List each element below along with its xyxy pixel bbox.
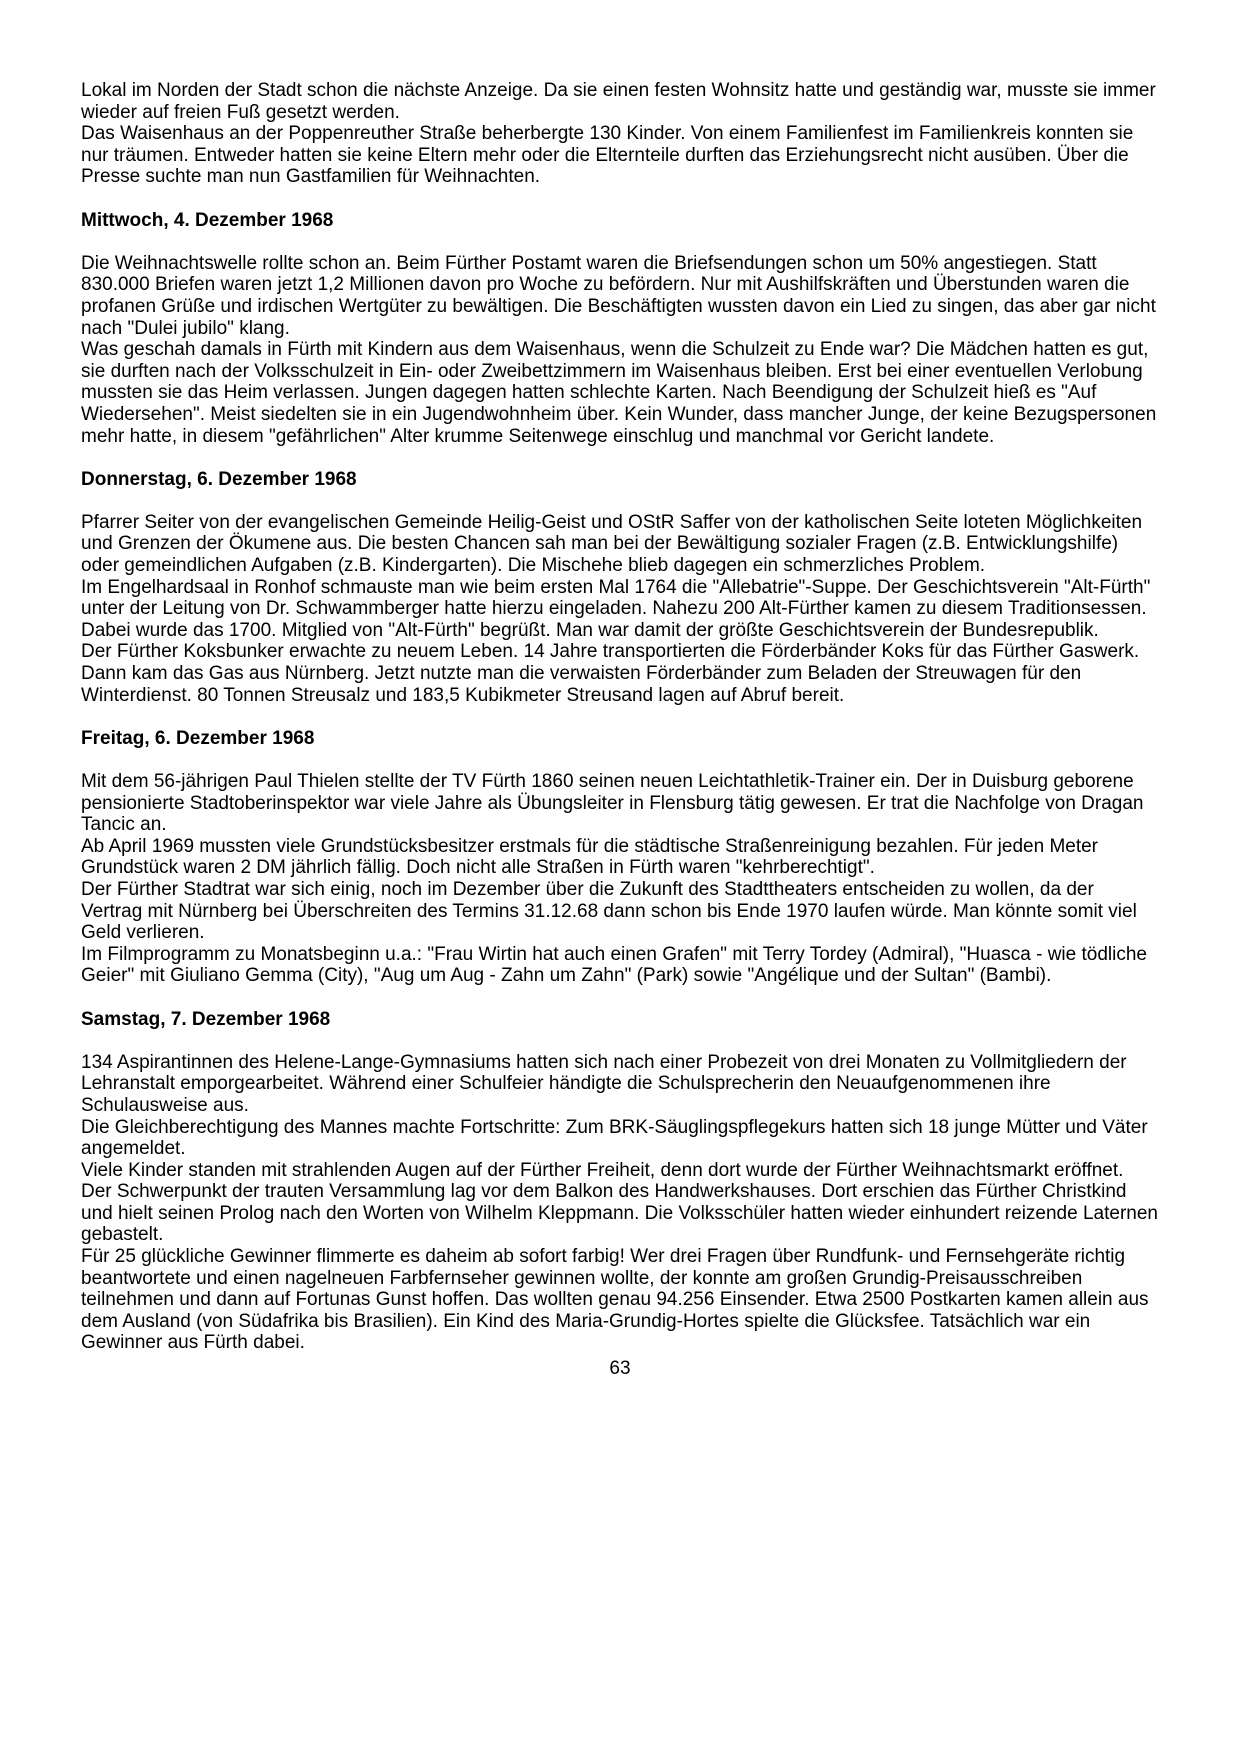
section-heading: Samstag, 7. Dezember 1968 [81, 1008, 331, 1030]
paragraph: Der Fürther Koksbunker erwachte zu neuem Leben. 14 Jahre transportierten die Förderbänder Koks für das Fürther Gaswerk. Dann kam das Gas aus Nürnberg. Jetzt nutzte man die verwaisten Förderbänder zum Beladen der Streuwagen für den Winterdienst. 80 Tonnen Streusalz und 183,5 Kubikmeter Streusand lagen auf Abruf bereit. [81, 641, 1140, 706]
paragraph: 134 Aspirantinnen des Helene-Lange-Gymnasiums hatten sich nach einer Probezeit von drei Monaten zu Vollmitgliedern der Lehranstalt emporgearbeitet. Während einer Schulfeier händigte die Schulsprecherin den Neuaufgenommenen ihre Schulausweise aus. [81, 1051, 1127, 1116]
paragraph: Im Engelhardsaal in Ronhof schmauste man wie beim ersten Mal 1764 die "Allebatrie"-Suppe. Der Geschichtsverein "Alt-Fürth" unter der Leitung von Dr. Schwammberger hatte hierzu eingeladen. Nahezu 200 Alt-Fürther kamen zu diesem Traditionsessen. Dabei wurde das 1700. Mitglied von "Alt-Fürth" begrüßt. Man war damit der größte Geschichtsverein der Bundesrepublik. [81, 576, 1151, 641]
paragraph: Im Filmprogramm zu Monatsbeginn u.a.: "Frau Wirtin hat auch einen Grafen" mit Terry Tordey (Admiral), "Huasca - wie tödliche Geier" mit Giuliano Gemma (City), "Aug um Aug - Zahn um Zahn" (Park) sowie "Angélique und der Sultan" (Bambi). [81, 943, 1147, 987]
paragraph: Viele Kinder standen mit strahlenden Augen auf der Fürther Freiheit, denn dort wurde der Fürther Weihnachtsmarkt eröffnet. Der Schwerpunkt der trauten Versammlung lag vor dem Balkon des Handwerkshauses. Dort erschien das Fürther Christkind und hielt seinen Prolog nach den Worten von Wilhelm Kleppmann. Die Volksschüler hatten wieder einhundert reizende Laternen gebastelt. [81, 1159, 1158, 1246]
paragraph: Ab April 1969 mussten viele Grundstücksbesitzer erstmals für die städtische Straßenreinigung bezahlen. Für jeden Meter Grundstück waren 2 DM jährlich fällig. Doch nicht alle Straßen in Fürth waren "kehrberechtigt". [81, 835, 1099, 879]
paragraph: Pfarrer Seiter von der evangelischen Gemeinde Heilig-Geist und OStR Saffer von der katholischen Seite loteten Möglichkeiten und Grenzen der Ökumene aus. Die besten Chancen sah man bei der Bewältigung sozialer Fragen (z.B. Entwicklungshilfe) oder gemeindlichen Aufgaben (z.B. Kindergarten). Die Mischehe blieb dagegen ein schmerzliches Problem. [81, 511, 1143, 577]
paragraph: Mit dem 56-jährigen Paul Thielen stellte der TV Fürth 1860 seinen neuen Leichtathletik-Trainer ein. Der in Duisburg geborene pensionierte Stadtoberinspektor war viele Jahre als Übungsleiter in Flensburg tätig gewesen. Er trat die Nachfolge von Dragan Tancic an. [81, 771, 1144, 836]
paragraph: Das Waisenhaus an der Poppenreuther Straße beherbergte 130 Kinder. Von einem Familienfest im Familienkreis konnten sie nur träumen. Entweder hatten sie keine Eltern mehr oder die Elternteile durften das Erziehungsrecht nicht ausüben. Über die Presse suchte man nun Gastfamilien für Weihnachten. [81, 123, 1134, 188]
section-heading: Mittwoch, 4. Dezember 1968 [81, 209, 334, 231]
section-heading: Freitag, 6. Dezember 1968 [81, 727, 315, 749]
paragraph: Der Fürther Stadtrat war sich einig, noch im Dezember über die Zukunft des Stadttheaters entscheiden zu wollen, da der Vertrag mit Nürnberg bei Überschreiten des Termins 31.12.68 dann schon bis Ende 1970 laufen würde. Man könnte somit viel Geld verlieren. [81, 878, 1137, 944]
text-column [81, 80, 1159, 1354]
paragraph: Lokal im Norden der Stadt schon die nächste Anzeige. Da sie einen festen Wohnsitz hatte und geständig war, musste sie immer wieder auf freien Fuß gesetzt werden. [81, 80, 1156, 123]
paragraph: Für 25 glückliche Gewinner flimmerte es daheim ab sofort farbig! Wer drei Fragen über Rundfunk- und Fernsehgeräte richtig beantwortete und einen nagelneuen Farbfernseher gewinnen wollte, der konnte am großen Grundig-Preisausschreiben teilnehmen und dann auf Fortunas Gunst hoffen. Das wollten genau 94.256 Einsender. Etwa 2500 Postkarten kamen allein aus dem Ausland (von Südafrika bis Brasilien). Ein Kind des Maria-Grundig-Hortes spielte die Glücksfee. Tatsächlich war ein Gewinner aus Fürth dabei. [81, 1246, 1149, 1354]
paragraph: Die Weihnachtswelle rollte schon an. Beim Fürther Postamt waren die Briefsendungen schon um 50% angestiegen. Statt 830.000 Briefen waren jetzt 1,2 Millionen davon pro Woche zu befördern. Nur mit Aushilfskräften und Überstunden waren die profanen Grüße und irdischen Wertgüter zu bewältigen. Die Beschäftigten wussten davon ein Lied zu singen, das aber gar nicht nach "Dulei jubilo" klang. [81, 252, 1156, 339]
paragraph: Die Gleichberechtigung des Mannes machte Fortschritte: Zum BRK-Säuglingspflegekurs hatten sich 18 junge Mütter und Väter angemeldet. [81, 1116, 1148, 1160]
paragraph: Was geschah damals in Fürth mit Kindern aus dem Waisenhaus, wenn die Schulzeit zu Ende war? Die Mädchen hatten es gut, sie durften nach der Volksschulzeit in Ein- oder Zweibettzimmern im Waisenhaus bleiben. Erst bei einer eventuellen Verlobung mussten sie das Heim verlassen. Jungen dagegen hatten schlechte Karten. Nach Beendigung der Schulzeit hieß es "Auf Wiedersehen". Meist siedelten sie in ein Jugendwohnheim über. Kein Wunder, dass mancher Junge, der keine Bezugspersonen mehr hatte, in diesem "gefährlichen" Alter krumme Seitenwege einschlug und manchmal vor Gericht landete. [81, 339, 1157, 447]
page-number: 63 [609, 1358, 631, 1380]
section-heading: Donnerstag, 6. Dezember 1968 [81, 468, 357, 490]
